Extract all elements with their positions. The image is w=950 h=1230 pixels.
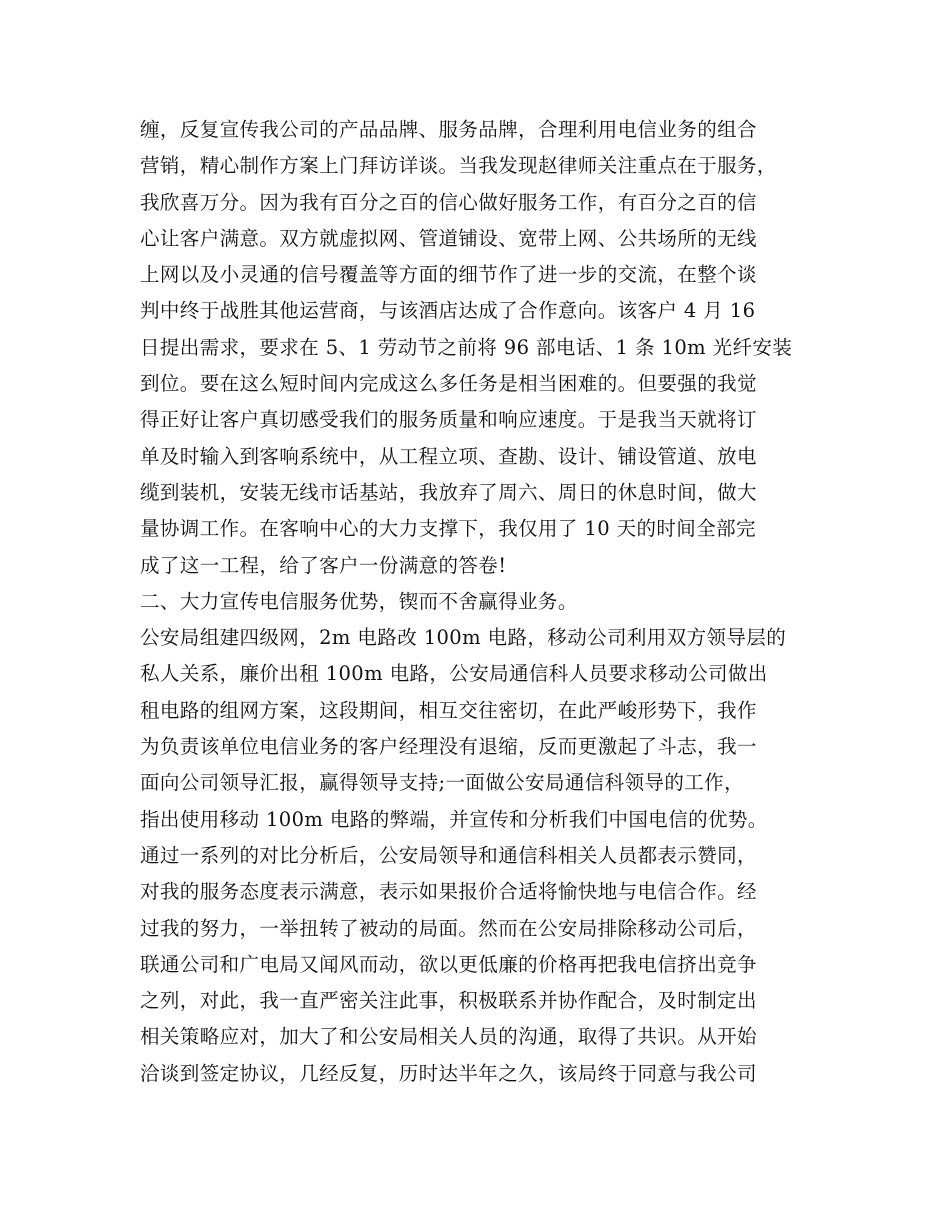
text-line: 通过一系列的对比分析后，公安局领导和通信科相关人员都表示赞同，: [140, 843, 757, 867]
text-line: 到位。要在这么短时间内完成这么多任务是相当困难的。但要强的我觉: [140, 372, 757, 396]
text-line: 缠，反复宣传我公司的产品品牌、服务品牌，合理利用电信业务的组合: [140, 118, 757, 141]
text-line: 指出使用移动 100m 电路的弊端，并宣传和分析我们中国电信的优势。: [140, 807, 768, 831]
text-line: 缆到装机，安装无线市话基站，我放弃了周六、周日的休息时间，做大: [140, 480, 757, 504]
text-line: 面向公司领导汇报，赢得领导支持;一面做公安局通信科领导的工作，: [140, 771, 744, 795]
text-line: 量协调工作。在客响中心的大力支撑下，我仅用了 10 天的时间全部完: [140, 517, 756, 541]
text-line: 成了这一工程，给了客户一份满意的答卷!: [140, 553, 507, 577]
text-line: 对我的服务态度表示满意，表示如果报价合适将愉快地与电信合作。经: [140, 880, 757, 904]
text-line: 公安局组建四级网，2m 电路改 100m 电路，移动公司利用双方领导层的: [140, 626, 787, 650]
text-line: 租电路的组网方案，这段期间，相互交往密切，在此严峻形势下，我作: [140, 698, 757, 722]
text-line: 得正好让客户真切感受我们的服务质量和响应速度。于是我当天就将订: [140, 408, 757, 432]
text-line: 我欣喜万分。因为我有百分之百的信心做好服务工作，有百分之百的信: [140, 190, 757, 214]
text-line: 日提出需求，要求在 5、1 劳动节之前将 96 部电话、1 条 10m 光纤安装: [140, 335, 793, 359]
text-line: 之列，对此，我一直严密关注此事，积极联系并协作配合，及时制定出: [140, 989, 757, 1013]
section-heading: 二、大力宣传电信服务优势，锲而不舍赢得业务。: [140, 589, 578, 613]
text-line: 过我的努力，一举扭转了被动的局面。然而在公安局排除移动公司后，: [140, 916, 757, 940]
text-line: 私人关系，廉价出租 100m 电路，公安局通信科人员要求移动公司做出: [140, 662, 768, 686]
text-line: 判中终于战胜其他运营商，与该酒店达成了合作意向。该客户 4 月 16: [140, 299, 756, 323]
text-line: 单及时输入到客响系统中，从工程立项、查勘、设计、铺设管道、放电: [140, 444, 757, 468]
text-line: 洽谈到签定协议，几经反复，历时达半年之久，该局终于同意与我公司: [140, 1061, 757, 1085]
text-line: 营销，精心制作方案上门拜访详谈。当我发现赵律师关注重点在于服务，: [140, 154, 777, 178]
body-text: [140, 112, 830, 1092]
text-line: 联通公司和广电局又闻风而动，欲以更低廉的价格再把我电信挤出竞争: [140, 952, 757, 976]
text-line: 相关策略应对，加大了和公安局相关人员的沟通，取得了共识。从开始: [140, 1025, 757, 1049]
text-line: 上网以及小灵通的信号覆盖等方面的细节作了进一步的交流，在整个谈: [140, 263, 757, 287]
text-line: 心让客户满意。双方就虚拟网、管道铺设、宽带上网、公共场所的无线: [140, 226, 757, 250]
text-line: 为负责该单位电信业务的客户经理没有退缩，反而更激起了斗志，我一: [140, 735, 757, 759]
